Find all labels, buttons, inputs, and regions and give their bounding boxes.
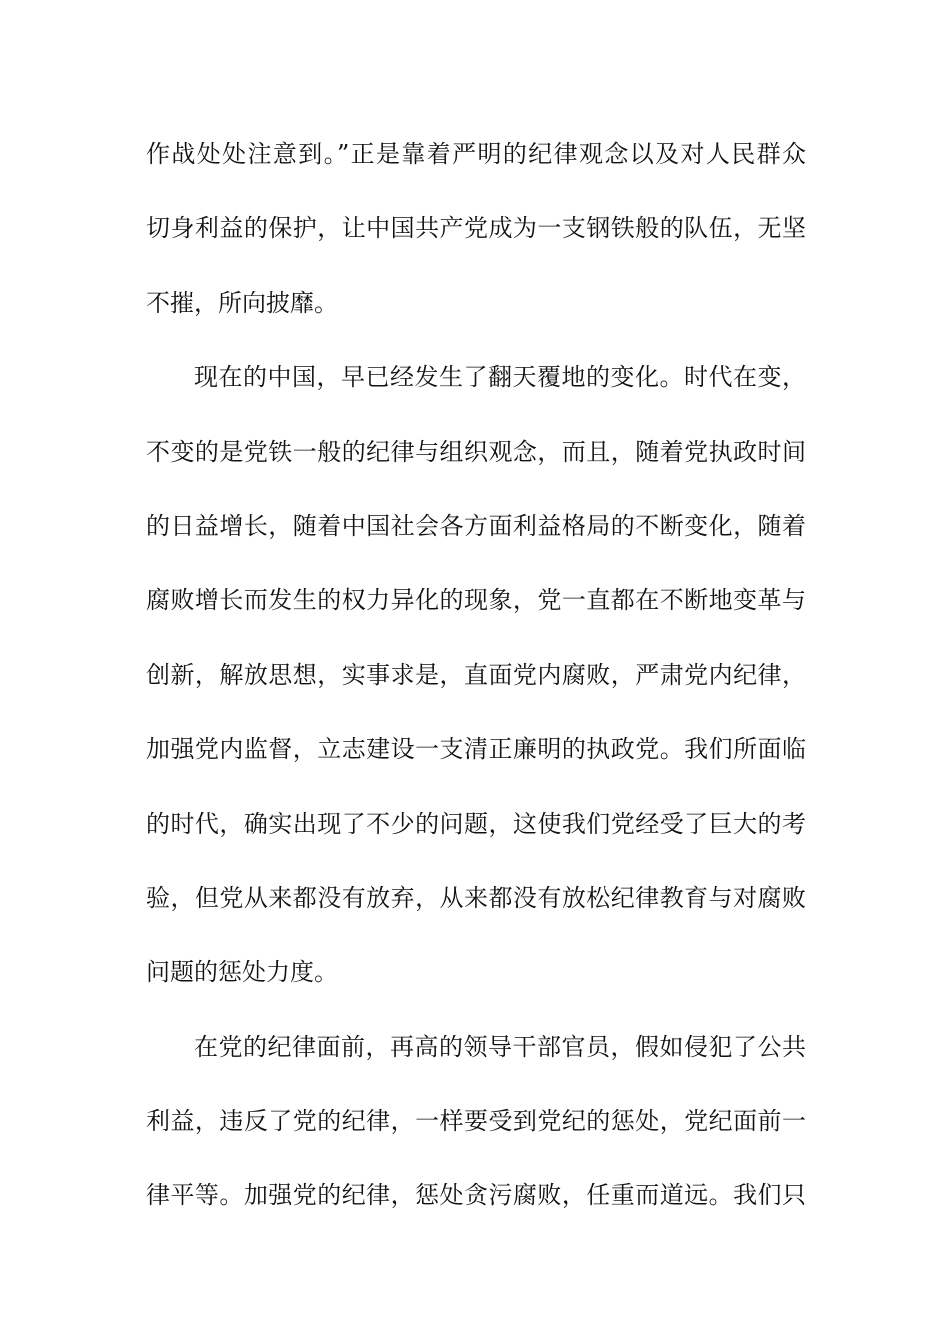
paragraph-start-line: 现在的中国，早已经发生了翻天覆地的变化。时代在变， <box>194 363 806 392</box>
text-line: 切身利益的保护，让中国共产党成为一支钢铁般的队伍，无坚 <box>146 214 806 243</box>
text-line: 不变的是党铁一般的纪律与组织观念，而且，随着党执政时间 <box>146 437 806 466</box>
body-text <box>146 130 806 1246</box>
text-line: 的时代，确实出现了不少的问题，这使我们党经受了巨大的考 <box>146 809 806 838</box>
text-line: 腐败增长而发生的权力异化的现象，党一直都在不断地变革与 <box>146 586 806 615</box>
paragraph-start-line: 在党的纪律面前，再高的领导干部官员，假如侵犯了公共 <box>194 1032 806 1061</box>
text-line: 利益，违反了党的纪律，一样要受到党纪的惩处，党纪面前一 <box>146 1107 806 1136</box>
text-line: 问题的惩处力度。 <box>146 958 338 987</box>
text-line: 加强党内监督，立志建设一支清正廉明的执政党。我们所面临 <box>146 735 806 764</box>
text-line: 作战处处注意到。”正是靠着严明的纪律观念以及对人民群众 <box>146 140 806 168</box>
text-line: 不摧，所向披靡。 <box>146 288 338 317</box>
text-line: 的日益增长，随着中国社会各方面利益格局的不断变化，随着 <box>146 511 806 540</box>
text-line: 验，但党从来都没有放弃，从来都没有放松纪律教育与对腐败 <box>146 883 806 912</box>
text-line: 创新，解放思想，实事求是，直面党内腐败，严肃党内纪律， <box>146 660 806 689</box>
text-line: 律平等。加强党的纪律，惩处贪污腐败，任重而道远。我们只 <box>146 1181 806 1210</box>
